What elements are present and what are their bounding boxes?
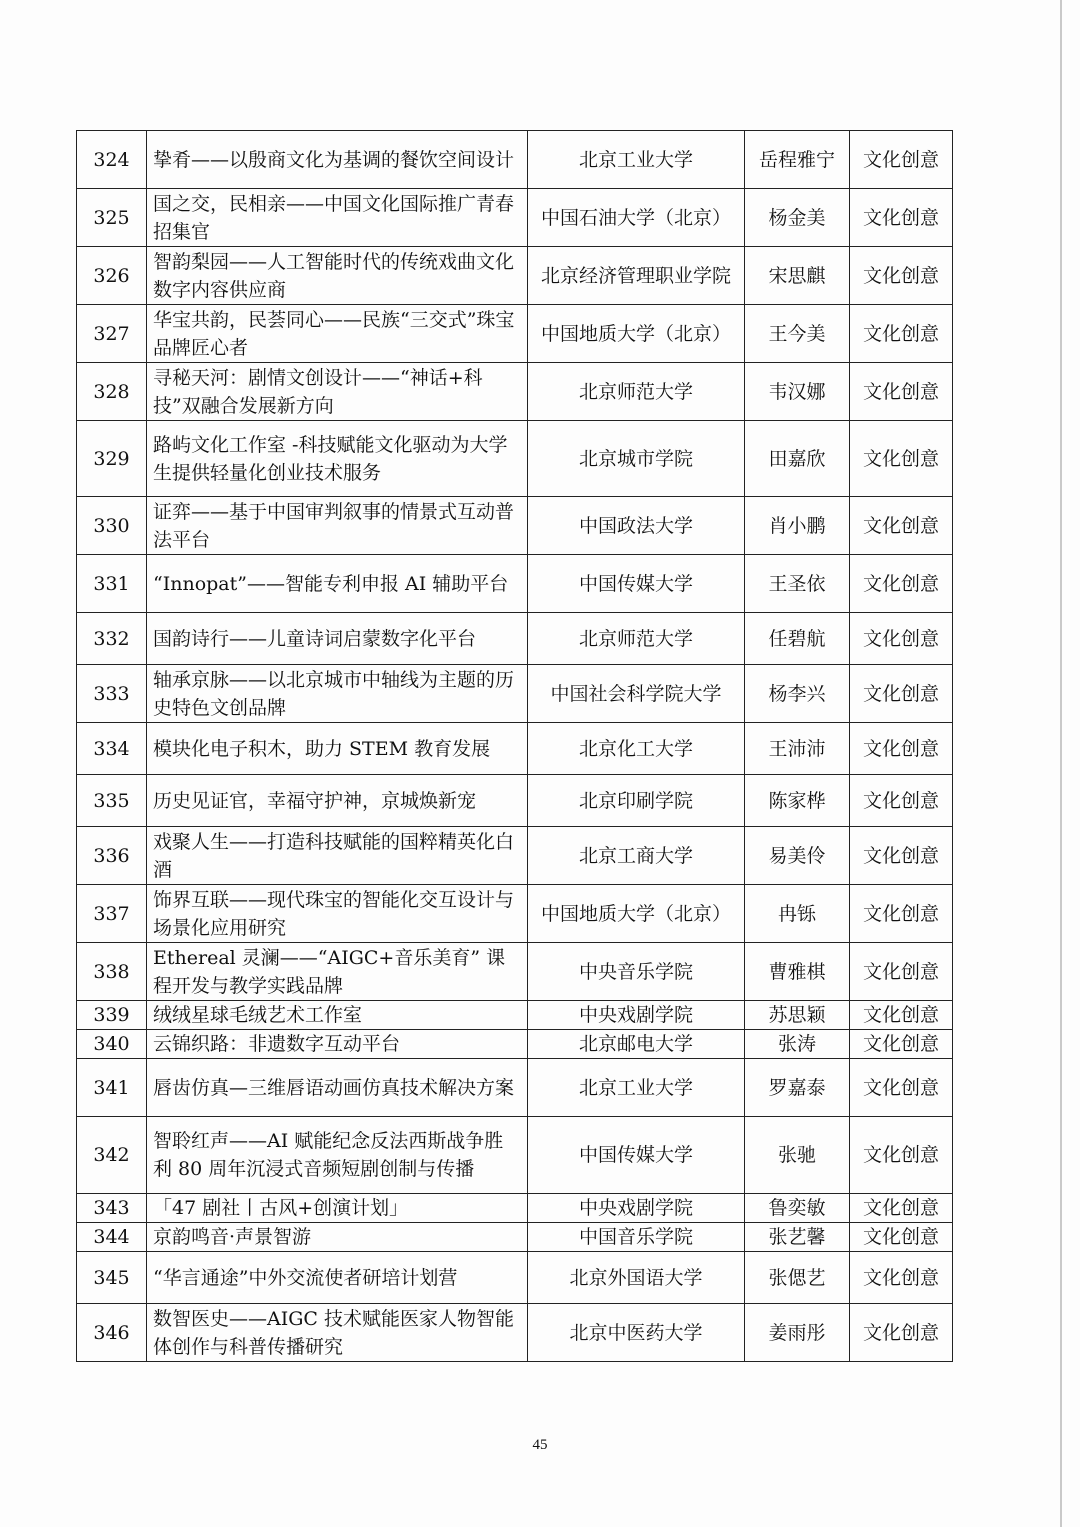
row-number: 341 [77, 1059, 147, 1117]
row-number: 325 [77, 189, 147, 247]
row-number: 329 [77, 421, 147, 497]
table-row [77, 247, 953, 305]
school-name: 中国石油大学（北京） [528, 189, 745, 247]
school-name: 北京师范大学 [528, 363, 745, 421]
row-number: 339 [77, 1001, 147, 1030]
person-name: 韦汉娜 [745, 363, 850, 421]
project-title: 路屿文化工作室 -科技赋能文化驱动为大学生提供轻量化创业技术服务 [147, 421, 528, 497]
person-name: 鲁奕敏 [745, 1194, 850, 1223]
project-title: “Innopat”——智能专利申报 AI 辅助平台 [147, 555, 528, 613]
category: 文化创意 [850, 1194, 953, 1223]
table-row [77, 723, 953, 775]
table-row [77, 421, 953, 497]
person-name: 曹雅棋 [745, 943, 850, 1001]
row-number: 343 [77, 1194, 147, 1223]
school-name: 北京城市学院 [528, 421, 745, 497]
school-name: 北京工商大学 [528, 827, 745, 885]
category: 文化创意 [850, 305, 953, 363]
school-name: 中央戏剧学院 [528, 1194, 745, 1223]
person-name: 任碧航 [745, 613, 850, 665]
row-number: 331 [77, 555, 147, 613]
project-title: 模块化电子积木，助力 STEM 教育发展 [147, 723, 528, 775]
category: 文化创意 [850, 131, 953, 189]
row-number: 335 [77, 775, 147, 827]
person-name: 肖小鹏 [745, 497, 850, 555]
project-title: 国之交，民相亲——中国文化国际推广青春招集官 [147, 189, 528, 247]
person-name: 杨金美 [745, 189, 850, 247]
project-title: 智韵梨园——人工智能时代的传统戏曲文化数字内容供应商 [147, 247, 528, 305]
project-title: 绒绒星球毛绒艺术工作室 [147, 1001, 528, 1030]
project-title: “华言通途”中外交流使者研培计划营 [147, 1252, 528, 1304]
category: 文化创意 [850, 1001, 953, 1030]
table-row [77, 1252, 953, 1304]
person-name: 姜雨彤 [745, 1304, 850, 1362]
person-name: 冉铄 [745, 885, 850, 943]
row-number: 330 [77, 497, 147, 555]
project-title: 轴承京脉——以北京城市中轴线为主题的历史特色文创品牌 [147, 665, 528, 723]
school-name: 北京化工大学 [528, 723, 745, 775]
person-name: 张偲艺 [745, 1252, 850, 1304]
row-number: 342 [77, 1117, 147, 1194]
project-title: 饰界互联——现代珠宝的智能化交互设计与场景化应用研究 [147, 885, 528, 943]
row-number: 344 [77, 1223, 147, 1252]
school-name: 中国地质大学（北京） [528, 305, 745, 363]
project-title: 挚肴——以殷商文化为基调的餐饮空间设计 [147, 131, 528, 189]
school-name: 北京师范大学 [528, 613, 745, 665]
person-name: 陈家桦 [745, 775, 850, 827]
page-number: 45 [532, 1437, 548, 1453]
category: 文化创意 [850, 1223, 953, 1252]
table-row [77, 555, 953, 613]
project-title: 「47 剧社丨古风+创演计划」 [147, 1194, 528, 1223]
project-title: 戏聚人生——打造科技赋能的国粹精英化白酒 [147, 827, 528, 885]
row-number: 326 [77, 247, 147, 305]
table-row [77, 131, 953, 189]
table-row [77, 1304, 953, 1362]
category: 文化创意 [850, 421, 953, 497]
person-name: 张驰 [745, 1117, 850, 1194]
category: 文化创意 [850, 1030, 953, 1059]
school-name: 中国传媒大学 [528, 555, 745, 613]
project-list-body [77, 131, 953, 1362]
project-title: 历史见证官，幸福守护神，京城焕新宠 [147, 775, 528, 827]
category: 文化创意 [850, 497, 953, 555]
table-row [77, 613, 953, 665]
row-number: 327 [77, 305, 147, 363]
project-title: 证弈——基于中国审判叙事的情景式互动普法平台 [147, 497, 528, 555]
row-number: 346 [77, 1304, 147, 1362]
project-title: 寻秘天河：剧情文创设计——“神话+科技”双融合发展新方向 [147, 363, 528, 421]
table-row [77, 775, 953, 827]
person-name: 张涛 [745, 1030, 850, 1059]
table-row [77, 1194, 953, 1223]
school-name: 北京印刷学院 [528, 775, 745, 827]
category: 文化创意 [850, 723, 953, 775]
school-name: 中国音乐学院 [528, 1223, 745, 1252]
project-title: 华宝共韵，民荟同心——民族“三交式”珠宝品牌匠心者 [147, 305, 528, 363]
project-title: 云锦织路：非遗数字互动平台 [147, 1030, 528, 1059]
school-name: 中国传媒大学 [528, 1117, 745, 1194]
category: 文化创意 [850, 943, 953, 1001]
school-name: 北京工业大学 [528, 131, 745, 189]
category: 文化创意 [850, 247, 953, 305]
table-row [77, 1117, 953, 1194]
table-row [77, 885, 953, 943]
category: 文化创意 [850, 363, 953, 421]
table-row [77, 1001, 953, 1030]
category: 文化创意 [850, 1059, 953, 1117]
person-name: 王今美 [745, 305, 850, 363]
school-name: 北京邮电大学 [528, 1030, 745, 1059]
school-name: 北京外国语大学 [528, 1252, 745, 1304]
person-name: 杨李兴 [745, 665, 850, 723]
category: 文化创意 [850, 885, 953, 943]
row-number: 340 [77, 1030, 147, 1059]
school-name: 中国地质大学（北京） [528, 885, 745, 943]
category: 文化创意 [850, 665, 953, 723]
category: 文化创意 [850, 613, 953, 665]
row-number: 334 [77, 723, 147, 775]
project-title: 唇齿仿真—三维唇语动画仿真技术解决方案 [147, 1059, 528, 1117]
school-name: 中央音乐学院 [528, 943, 745, 1001]
person-name: 王沛沛 [745, 723, 850, 775]
table-row [77, 189, 953, 247]
person-name: 罗嘉泰 [745, 1059, 850, 1117]
person-name: 王圣依 [745, 555, 850, 613]
row-number: 332 [77, 613, 147, 665]
person-name: 易美伶 [745, 827, 850, 885]
category: 文化创意 [850, 1252, 953, 1304]
table-row [77, 1059, 953, 1117]
school-name: 中国政法大学 [528, 497, 745, 555]
person-name: 张艺馨 [745, 1223, 850, 1252]
table-row [77, 1030, 953, 1059]
table-row [77, 943, 953, 1001]
person-name: 苏思颖 [745, 1001, 850, 1030]
row-number: 328 [77, 363, 147, 421]
person-name: 田嘉欣 [745, 421, 850, 497]
category: 文化创意 [850, 827, 953, 885]
row-number: 337 [77, 885, 147, 943]
category: 文化创意 [850, 555, 953, 613]
person-name: 宋思麒 [745, 247, 850, 305]
project-list-table [76, 130, 953, 1362]
table-row [77, 363, 953, 421]
table-row [77, 827, 953, 885]
row-number: 345 [77, 1252, 147, 1304]
school-name: 北京中医药大学 [528, 1304, 745, 1362]
row-number: 336 [77, 827, 147, 885]
row-number: 324 [77, 131, 147, 189]
project-title: 智聆红声——AI 赋能纪念反法西斯战争胜利 80 周年沉浸式音频短剧创制与传播 [147, 1117, 528, 1194]
project-title: 数智医史——AIGC 技术赋能医家人物智能体创作与科普传播研究 [147, 1304, 528, 1362]
row-number: 338 [77, 943, 147, 1001]
project-title: Ethereal 灵澜——“AIGC+音乐美育” 课程开发与教学实践品牌 [147, 943, 528, 1001]
person-name: 岳程雅宁 [745, 131, 850, 189]
table-row [77, 1223, 953, 1252]
category: 文化创意 [850, 1304, 953, 1362]
school-name: 中央戏剧学院 [528, 1001, 745, 1030]
table-row [77, 305, 953, 363]
table-row [77, 665, 953, 723]
category: 文化创意 [850, 189, 953, 247]
school-name: 中国社会科学院大学 [528, 665, 745, 723]
row-number: 333 [77, 665, 147, 723]
category: 文化创意 [850, 1117, 953, 1194]
school-name: 北京经济管理职业学院 [528, 247, 745, 305]
project-title: 京韵鸣音·声景智游 [147, 1223, 528, 1252]
scan-edge-line [1060, 0, 1062, 1527]
category: 文化创意 [850, 775, 953, 827]
project-title: 国韵诗行——儿童诗词启蒙数字化平台 [147, 613, 528, 665]
school-name: 北京工业大学 [528, 1059, 745, 1117]
table-row [77, 497, 953, 555]
